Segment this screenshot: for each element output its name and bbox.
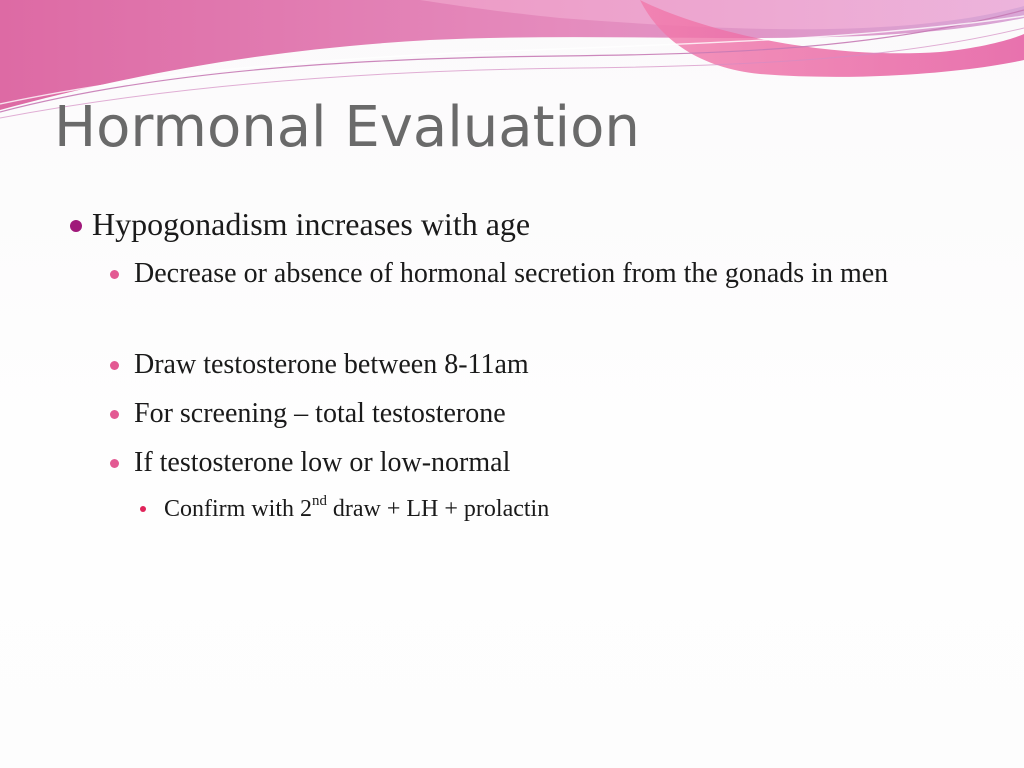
bullet-text-after: draw + LH + prolactin [326,496,550,522]
bullet-item-level2 [134,393,974,435]
bullet-dot-icon [140,506,146,512]
bullet-text-before: Confirm with 2 [164,496,312,522]
bullet-dot-icon [110,459,119,468]
bullet-item-level3 [164,492,964,526]
bullet-text: Decrease or absence of hormonal secretion from the gonads in men [134,258,889,289]
ordinal-superscript: nd [312,492,327,509]
bullet-item-level1 [92,203,972,245]
bullet-text: For screening – total testosterone [134,398,506,429]
bullet-dot-icon [110,270,119,279]
bullet-dot-icon [110,410,119,419]
slide-title: Hormonal Evaluation [54,95,640,160]
bullet-text: If testosterone low or low-normal [134,447,511,478]
bullet-text: Draw testosterone between 8-11am [134,349,529,380]
bullet-item-level2 [134,253,974,295]
bullet-text [164,492,550,522]
bullet-text: Hypogonadism increases with age [92,206,531,242]
bullet-dot-icon [110,361,119,370]
bullet-item-level2 [134,344,974,386]
bullet-dot-icon [70,220,82,232]
bullet-item-level2 [134,442,974,484]
